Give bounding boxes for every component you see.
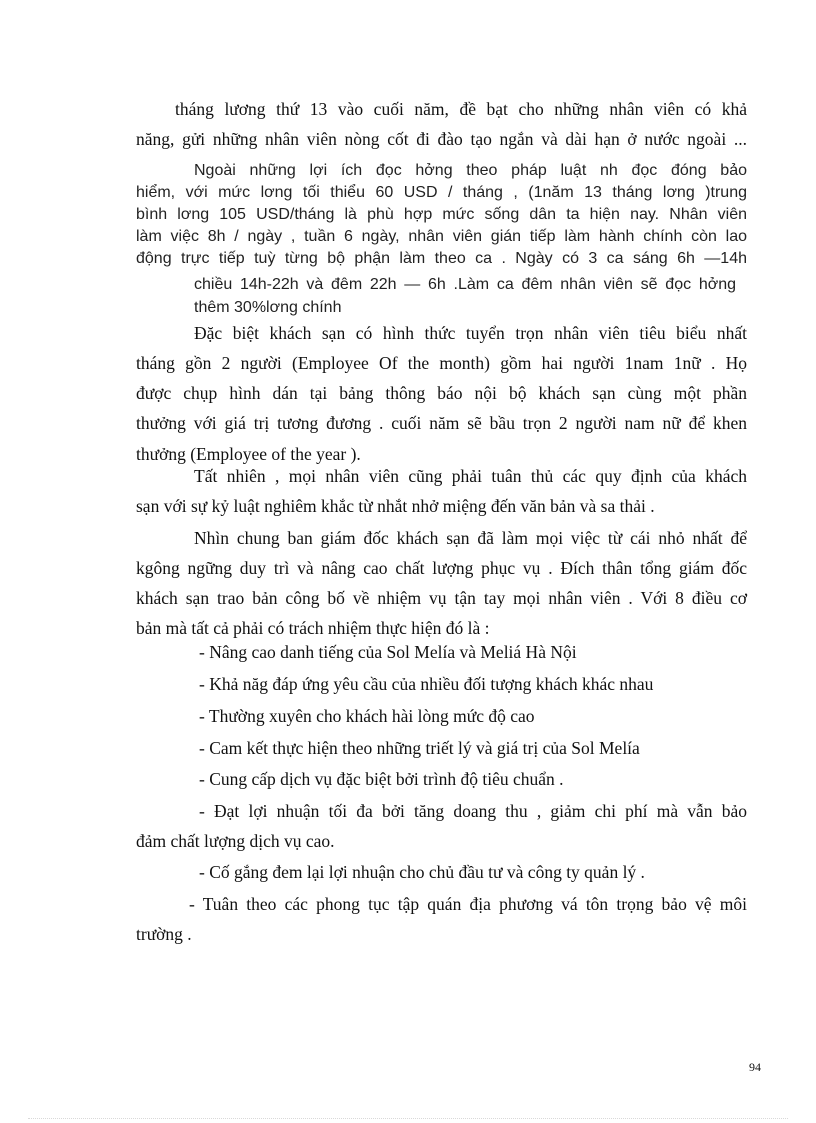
text-line: bình lơng 105 USD/tháng là phù hợp mức sống dân ta hiện nay. Nhân viên [136, 206, 747, 223]
footer-divider [28, 1118, 788, 1119]
text-line: Đặc biệt khách sạn có hình thức tuyển trọn nhân viên tiêu biểu nhất [194, 323, 747, 343]
text-line: động trực tiếp tuỳ từng bộ phận làm theo ca . Ngày có 3 ca sáng 6h —14h [136, 250, 747, 267]
text-line: năng, gửi những nhân viên nòng cốt đi đào tạo ngắn và dài hạn ở nước ngoài ... [136, 129, 747, 149]
text-line: tháng lương thứ 13 vào cuối năm, đề bạt cho những nhân viên có khả [175, 99, 747, 119]
list-item: - Khả năg đáp ứng yêu cầu của nhiều đối tượng khách khác nhau [199, 674, 654, 694]
text-line: Tất nhiên , mọi nhân viên cũng phải tuân thủ các quy định của khách [194, 466, 747, 486]
list-item: - Cam kết thực hiện theo những triết lý và giá trị của Sol Melía [199, 738, 640, 758]
text-line: chiều 14h-22h và đêm 22h — 6h .Làm ca đêm nhân viên sẽ đọc hởng [194, 276, 736, 293]
text-line: Ngoài những lợi ích đọc hởng theo pháp luật nh đọc đóng bảo [194, 162, 747, 179]
text-line: thêm 30%lơng chính [194, 299, 342, 316]
list-item-continuation: trường . [136, 924, 192, 944]
text-line: khách sạn trao bản công bố về nhiệm vụ tận tay mọi nhân viên . Với 8 điều cơ [136, 588, 747, 608]
list-item: - Đạt lợi nhuận tối đa bởi tăng doang thu , giảm chi phí mà vẫn bảo [199, 801, 747, 821]
list-item: - Nâng cao danh tiếng của Sol Melía và Meliá Hà Nội [199, 642, 577, 662]
list-item-continuation: đảm chất lượng dịch vụ cao. [136, 831, 335, 851]
text-line: sạn với sự kỷ luật nghiêm khắc từ nhắt nhở miệng đến văn bản và sa thải . [136, 496, 655, 516]
text-line: tháng gồn 2 người (Employee Of the month) gồm hai người 1nam 1nữ . Họ [136, 353, 747, 373]
list-item: - Tuân theo các phong tục tập quán địa phương vá tôn trọng bảo vệ môi [189, 894, 747, 914]
text-line: được chụp hình dán tại bảng thông báo nội bộ khách sạn cùng một phần [136, 383, 747, 403]
text-line: hiểm, với mức lơng tối thiểu 60 USD / tháng , (1năm 13 tháng lơng )trung [136, 184, 747, 201]
text-line: làm việc 8h / ngày , tuần 6 ngày, nhân viên gián tiếp làm hành chính còn lao [136, 228, 747, 245]
list-item: - Thường xuyên cho khách hài lòng mức độ cao [199, 706, 535, 726]
page-number: 94 [749, 1060, 761, 1074]
text-line: Nhìn chung ban giám đốc khách sạn đã làm mọi việc từ cái nhỏ nhất để [194, 528, 747, 548]
text-line: thưởng với giá trị tương đương . cuối năm sẽ bầu trọn 2 người nam nữ để khen [136, 413, 747, 433]
list-item: - Cung cấp dịch vụ đặc biệt bởi trình độ tiêu chuẩn . [199, 769, 564, 789]
text-line: kgông ngững duy trì và nâng cao chất lượng phục vụ . Đích thân tổng giám đốc [136, 558, 747, 578]
list-item: - Cố gắng đem lại lợi nhuận cho chủ đầu tư và công ty quản lý . [199, 862, 645, 882]
text-line: bản mà tất cả phải có trách nhiệm thực hiện đó là : [136, 618, 490, 638]
text-line: thưởng (Employee of the year ). [136, 444, 361, 464]
